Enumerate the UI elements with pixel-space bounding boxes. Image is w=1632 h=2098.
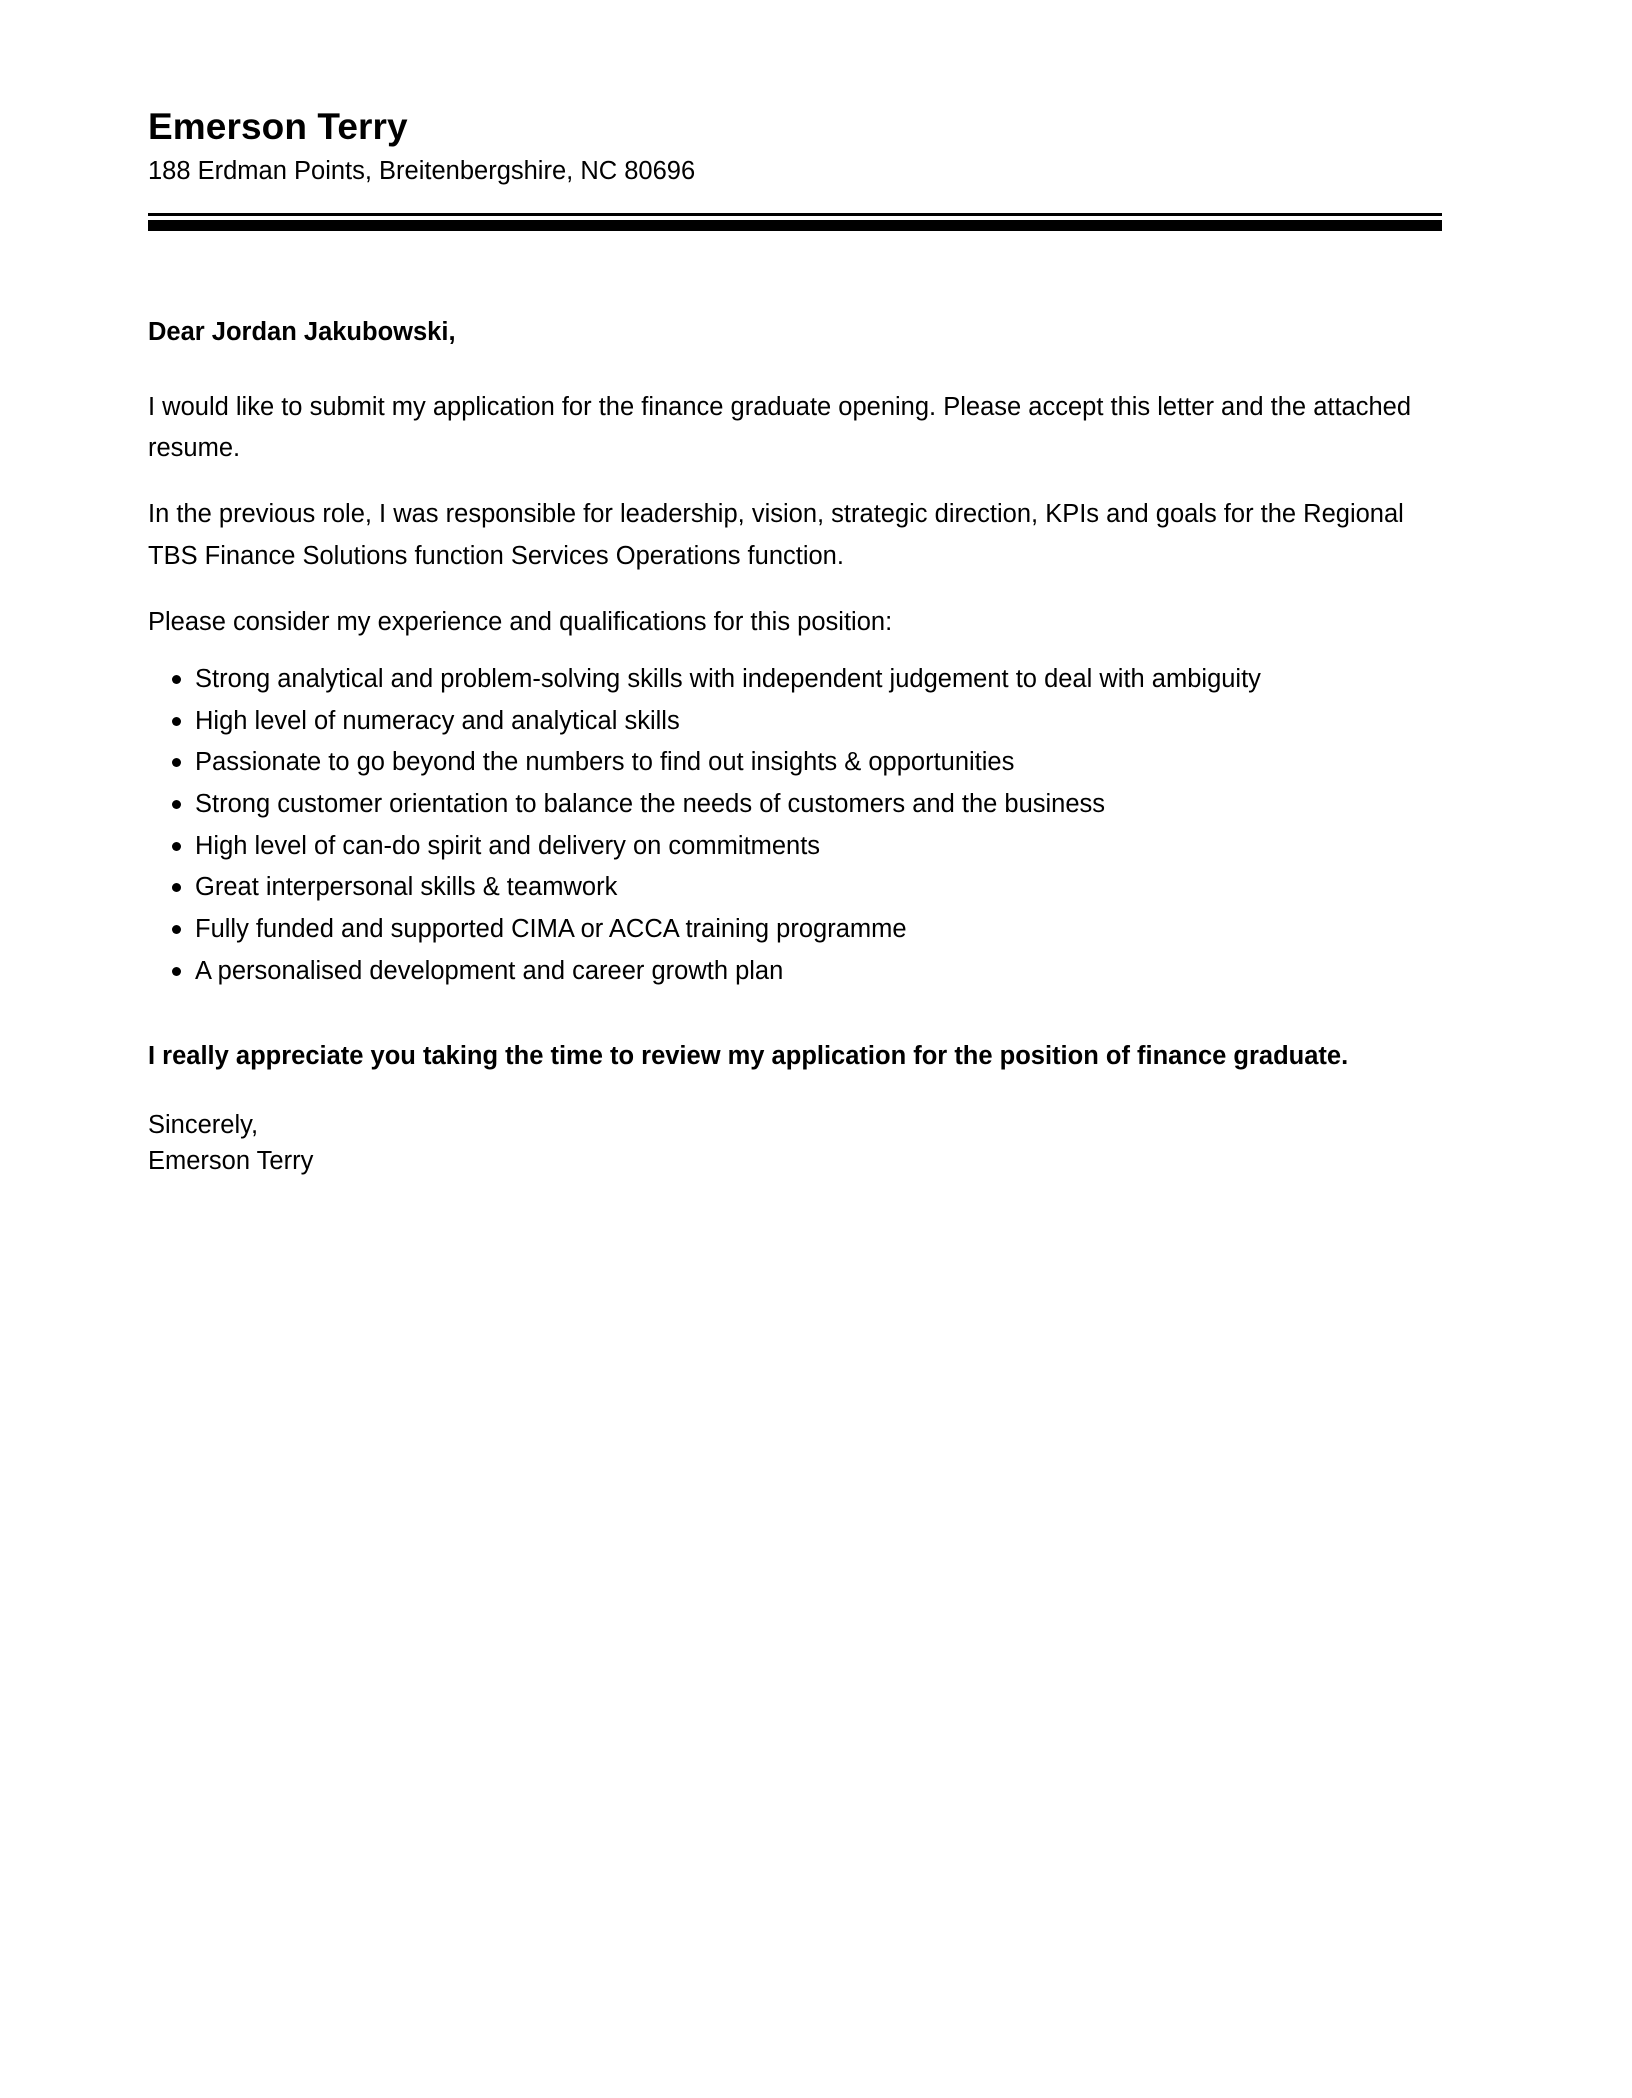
list-item-label: Strong customer orientation to balance the needs of customers and the business — [195, 790, 1106, 819]
list-item-label: High level of numeracy and analytical skills — [195, 706, 680, 735]
list-item-label: Passionate to go beyond the numbers to find out insights & opportunities — [195, 748, 1015, 777]
bullet-dot-icon — [172, 925, 181, 934]
sender-name: Emerson Terry — [148, 106, 408, 147]
list-item — [148, 663, 1442, 696]
letter-body — [148, 231, 1442, 1179]
salutation: Dear Jordan Jakubowski, — [148, 318, 456, 347]
list-item-label: Great interpersonal skills & teamwork — [195, 873, 618, 902]
qualifications-list — [148, 663, 1442, 987]
list-item — [148, 955, 1442, 988]
body-paragraph-1: I would like to submit my application for the finance graduate opening. Please accept this letter and the attached resume. — [148, 392, 1412, 462]
signature-block — [148, 1107, 1442, 1179]
letterhead-divider — [148, 213, 1442, 231]
bullet-dot-icon — [172, 883, 181, 892]
body-paragraph-2: In the previous role, I was responsible for leadership, vision, strategic direction, KPIs and goals for the Regional TBS Finance Solutions function Services Operations function. — [148, 500, 1404, 570]
closing-statement: I really appreciate you taking the time to review my application for the position of finance graduate. — [148, 1042, 1349, 1071]
list-item-label: Fully funded and supported CIMA or ACCA training programme — [195, 914, 907, 943]
qualifications-intro: Please consider my experience and qualifications for this position: — [148, 607, 893, 636]
signoff-name: Emerson Terry — [148, 1147, 314, 1176]
list-item-label: A personalised development and career growth plan — [195, 956, 784, 985]
list-item — [148, 705, 1442, 738]
letter-content — [148, 0, 1442, 1179]
list-item-label: Strong analytical and problem-solving skills with independent judgement to deal with ambiguity — [195, 665, 1261, 694]
list-item — [148, 788, 1442, 821]
bullet-dot-icon — [172, 717, 181, 726]
divider-thick-line — [148, 220, 1442, 231]
list-item — [148, 871, 1442, 904]
bullet-dot-icon — [172, 800, 181, 809]
bullet-dot-icon — [172, 967, 181, 976]
sender-address: 188 Erdman Points, Breitenbergshire, NC 80696 — [148, 157, 696, 186]
letterhead — [148, 0, 1442, 231]
list-item — [148, 746, 1442, 779]
bullet-dot-icon — [172, 842, 181, 851]
bullet-dot-icon — [172, 758, 181, 767]
signoff-closing: Sincerely, — [148, 1110, 259, 1139]
list-item — [148, 830, 1442, 863]
bullet-dot-icon — [172, 675, 181, 684]
list-item — [148, 913, 1442, 946]
list-item-label: High level of can-do spirit and delivery on commitments — [195, 831, 821, 860]
